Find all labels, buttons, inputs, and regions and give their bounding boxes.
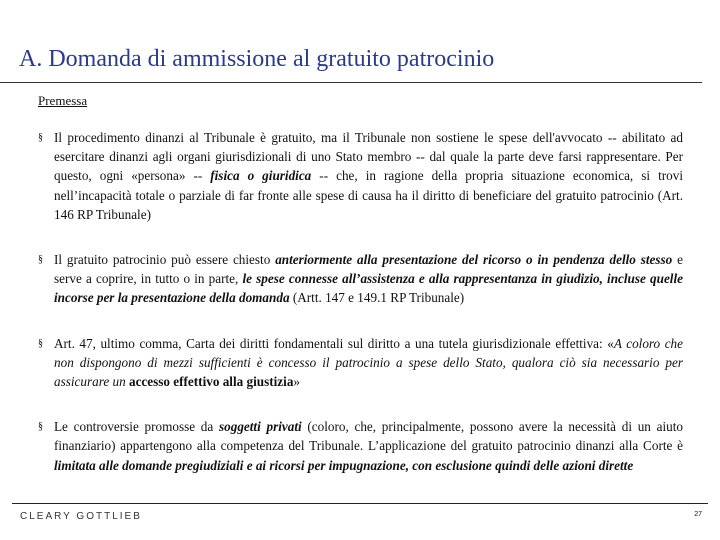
emphasis-segment: soggetti privati bbox=[219, 419, 302, 435]
bullet-item bbox=[38, 417, 683, 475]
bullet-text bbox=[54, 419, 683, 472]
text-segment: (Artt. 147 e 149.1 RP Tribunale) bbox=[289, 290, 465, 306]
text-segment: e serve a coprire, in tutto o in parte, bbox=[54, 252, 683, 287]
text-segment: Le controversie promosse da bbox=[54, 419, 219, 435]
bullet-item bbox=[38, 250, 683, 308]
title-divider bbox=[0, 82, 702, 83]
emphasis-segment: anteriormente alla presentazione del ricorso o in pendenza dello stesso bbox=[275, 252, 673, 268]
bullet-text bbox=[54, 336, 683, 389]
emphasis-segment: fisica o giuridica bbox=[210, 168, 312, 184]
emphasis-segment: accesso effettivo alla giustizia bbox=[128, 374, 294, 390]
text-segment: » bbox=[293, 374, 301, 390]
footer-divider bbox=[12, 503, 708, 504]
bullet-marker-icon: § bbox=[38, 254, 43, 266]
text-segment: -- che, in ragione della propria situazione economica, si trovi nell’incapacità totale o parziale di far fronte alle spese di causa ha il diritto di beneficiare del gratuito patrocinio (Art. 146 RP Tribunale) bbox=[54, 168, 683, 222]
emphasis-segment: limitata alle domande pregiudiziali e ai ricorsi per impugnazione, con esclusione quindi delle azioni dirette bbox=[54, 457, 634, 473]
quote-segment: A coloro che non dispongono di mezzi sufficienti è concesso il patrocinio a spese dello Stato, qualora ciò sia necessario per assicurare un bbox=[54, 335, 684, 390]
bullet-list bbox=[38, 128, 683, 501]
bullet-text bbox=[54, 130, 683, 222]
page-number: 27 bbox=[694, 511, 702, 518]
bullet-marker-icon: § bbox=[38, 421, 43, 433]
slide-title: A. Domanda di ammissione al gratuito patrocinio bbox=[19, 46, 495, 72]
text-segment: Il procedimento dinanzi al Tribunale è gratuito, ma il Tribunale non sostiene le spese dell'avvocato -- abilitato ad esercitare dinanzi agli organi giurisdizionali di uno Stato membro -- dal quale la parte deve farsi rappresentare. Per questo, ogni «persona» -- bbox=[54, 130, 683, 184]
bullet-item bbox=[38, 128, 683, 224]
text-segment: Art. 47, ultimo comma, Carta dei diritti fondamentali sul diritto a una tutela giurisdizionale effettiva: « bbox=[54, 335, 614, 351]
bullet-text bbox=[54, 252, 683, 305]
bullet-item bbox=[38, 334, 683, 392]
section-heading: Premessa bbox=[38, 93, 88, 108]
bullet-marker-icon: § bbox=[38, 132, 43, 143]
firm-logo: CLEARY GOTTLIEB bbox=[20, 511, 142, 522]
emphasis-segment: le spese connesse all’assistenza e alla rappresentanza in giudizio, incluse quelle incorse per la presentazione della domanda bbox=[54, 271, 683, 306]
bullet-marker-icon: § bbox=[38, 337, 43, 349]
text-segment: (coloro, che, principalmente, possono avere la necessità di un aiuto finanziario) appartengono alla competenza del Tribunale. L’applicazione del gratuito patrocinio dinanzi alla Corte è bbox=[54, 419, 683, 454]
text-segment: Il gratuito patrocinio può essere chiesto bbox=[54, 252, 276, 268]
